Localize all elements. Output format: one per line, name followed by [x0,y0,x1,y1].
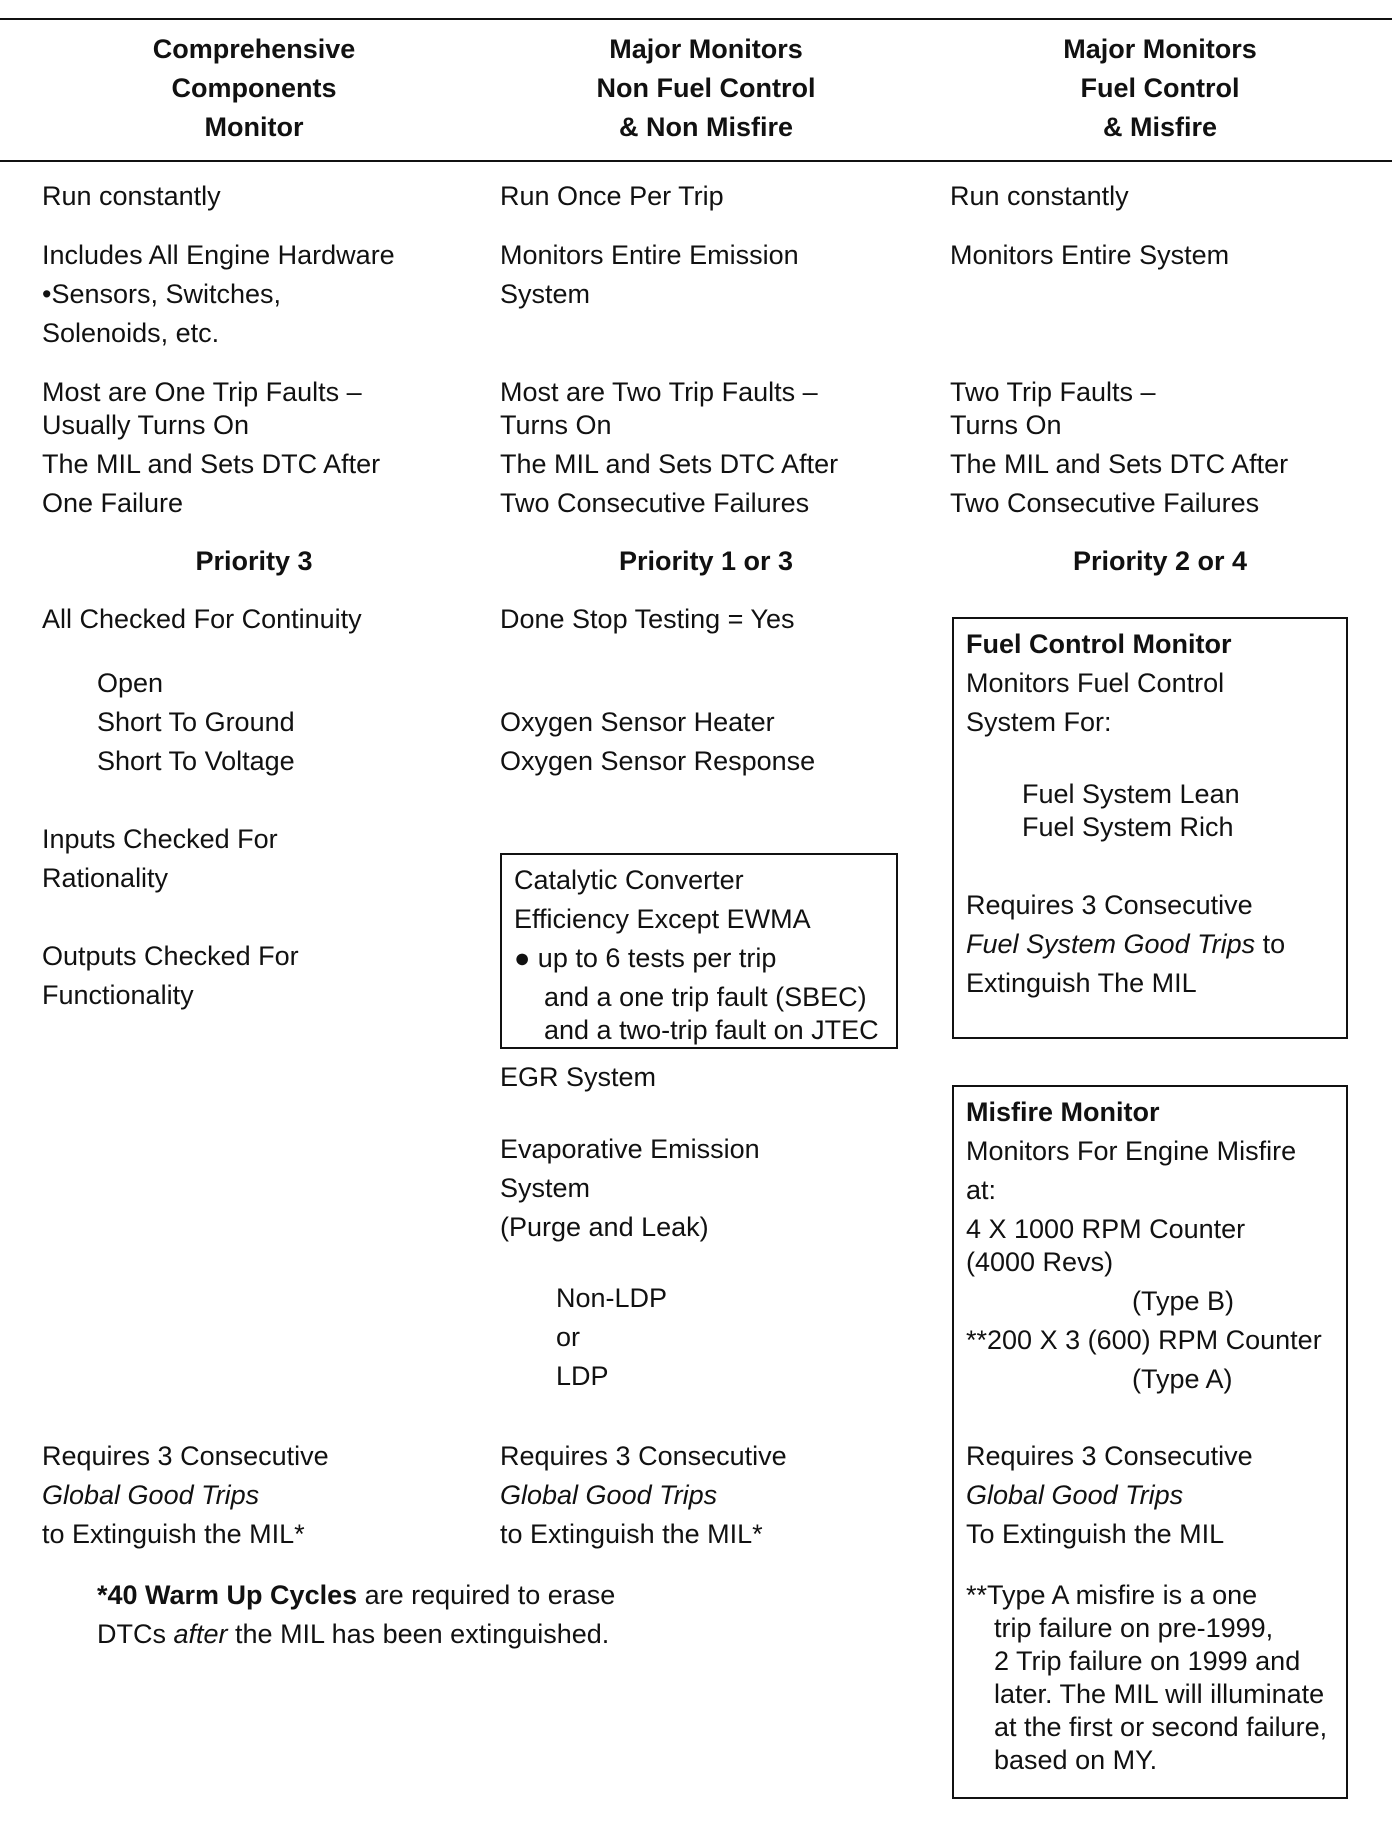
fuel-box-requires: Requires 3 Consecutive [966,890,1253,920]
col2-evap-2: System [500,1173,591,1203]
catalyst-box [500,853,898,1049]
misfire-note-6: based on MY. [994,1745,1158,1775]
misfire-box-line1: Monitors For Engine Misfire [966,1136,1297,1166]
fuel-box-to: to [1262,929,1286,959]
header-col3-line3: & Misfire [1102,112,1218,142]
footnote-line2 [97,1615,609,1654]
top-rule [0,18,1392,20]
col1-extinguish: to Extinguish the MIL* [42,1519,305,1549]
fuel-box-good-trips-line [966,925,1285,964]
col1-priority: Priority 3 [195,546,313,576]
col2-faults-3: The MIL and Sets DTC After [500,449,839,479]
col2-monitors-2: System [500,279,591,309]
footnote-line2-a: DTCs [97,1619,174,1649]
col1-faults-3: The MIL and Sets DTC After [42,449,381,479]
col1-includes-2: •Sensors, Switches, [42,279,282,309]
misfire-box-title: Misfire Monitor [966,1097,1160,1127]
header-rule [0,160,1392,162]
header-col1-line1: Comprehensive [152,34,356,64]
header-col3-line2: Fuel Control [1080,73,1240,103]
footnote-line1 [97,1576,615,1615]
col2-faults-2: Turns On [500,410,612,440]
col1-check-ground: Short To Ground [97,707,295,737]
col2-requires: Requires 3 Consecutive [500,1441,787,1471]
misfire-box-extinguish: To Extinguish the MIL [966,1519,1225,1549]
col3-priority: Priority 2 or 4 [1072,546,1248,576]
col1-outputs-1: Outputs Checked For [42,941,299,971]
col3-faults-2: Turns On [950,410,1062,440]
col2-ldp-2: or [556,1322,581,1352]
col2-good-trips: Global Good Trips [500,1480,718,1510]
misfire-box-line4: (4000 Revs) [966,1247,1114,1277]
header-col3 [940,30,1380,147]
col1-inputs-2: Rationality [42,863,169,893]
col1-outputs-2: Functionality [42,980,194,1010]
col1-good-trips: Global Good Trips [42,1480,260,1510]
col3-monitors: Monitors Entire System [950,240,1230,270]
catalyst-line5: and a two-trip fault on JTEC [544,1015,879,1045]
fuel-control-box [952,617,1348,1039]
header-col1-line3: Monitor [204,112,304,142]
col1-run: Run constantly [42,181,221,211]
misfire-box-line2: at: [966,1175,997,1205]
col2-done: Done Stop Testing = Yes [500,604,795,634]
misfire-box-requires: Requires 3 Consecutive [966,1441,1253,1471]
col1-faults-2: Usually Turns On [42,410,250,440]
col3-faults-4: Two Consecutive Failures [950,488,1260,518]
header-col1-line2: Components [171,73,337,103]
col2-evap-3: (Purge and Leak) [500,1212,709,1242]
fuel-box-extinguish: Extinguish The MIL [966,968,1197,998]
col2-o2-heater: Oxygen Sensor Heater [500,707,775,737]
fuel-box-line2: System For: [966,707,1112,737]
col1-requires: Requires 3 Consecutive [42,1441,329,1471]
col1-includes-1: Includes All Engine Hardware [42,240,395,270]
fuel-box-good-trips: Fuel System Good Trips [966,929,1256,959]
col2-extinguish: to Extinguish the MIL* [500,1519,763,1549]
fuel-box-lean: Fuel System Lean [1022,779,1240,809]
misfire-box-line5: (Type B) [1132,1286,1235,1316]
col1-faults-4: One Failure [42,488,184,518]
misfire-box-line7: (Type A) [1132,1364,1233,1394]
misfire-box-line3: 4 X 1000 RPM Counter [966,1214,1246,1244]
col1-continuity: All Checked For Continuity [42,604,362,634]
col3-faults-3: The MIL and Sets DTC After [950,449,1289,479]
misfire-note-3: 2 Trip failure on 1999 and [994,1646,1301,1676]
col1-check-open: Open [97,668,164,698]
footnote-bold: *40 Warm Up Cycles [97,1580,358,1610]
col3-run: Run constantly [950,181,1129,211]
misfire-note-1: **Type A misfire is a one [966,1580,1258,1610]
misfire-box-good-trips: Global Good Trips [966,1480,1184,1510]
header-col2-line3: & Non Misfire [618,112,793,142]
misfire-note-2: trip failure on pre-1999, [994,1613,1274,1643]
header-col1 [34,30,474,147]
col3-faults-1: Two Trip Faults – [950,377,1156,407]
col1-check-voltage: Short To Voltage [97,746,295,776]
header-col2 [486,30,926,147]
fuel-box-title: Fuel Control Monitor [966,629,1232,659]
footnote-line2-italic: after [173,1619,228,1649]
col1-includes-3: Solenoids, etc. [42,318,220,348]
fuel-box-line1: Monitors Fuel Control [966,668,1225,698]
catalyst-line1: Catalytic Converter [514,865,744,895]
col2-faults-4: Two Consecutive Failures [500,488,810,518]
col2-priority: Priority 1 or 3 [618,546,794,576]
catalyst-line3: ● up to 6 tests per trip [514,943,777,973]
col2-ldp-1: Non-LDP [556,1283,668,1313]
footnote-rest1: are required to erase [357,1580,616,1610]
fuel-box-rich: Fuel System Rich [1022,812,1234,842]
header-col2-line1: Major Monitors [609,34,803,64]
col2-evap-1: Evaporative Emission [500,1134,760,1164]
misfire-note-4: later. The MIL will illuminate [994,1679,1325,1709]
catalyst-line2: Efficiency Except EWMA [514,904,811,934]
misfire-box-line6: **200 X 3 (600) RPM Counter [966,1325,1322,1355]
catalyst-line4: and a one trip fault (SBEC) [544,982,867,1012]
col2-ldp-3: LDP [556,1361,609,1391]
col2-egr: EGR System [500,1062,657,1092]
misfire-note-5: at the first or second failure, [994,1712,1328,1742]
col2-monitors-1: Monitors Entire Emission [500,240,799,270]
col2-run: Run Once Per Trip [500,181,724,211]
col2-o2-response: Oxygen Sensor Response [500,746,816,776]
footnote-line2-b: the MIL has been extinguished. [227,1619,610,1649]
col2-faults-1: Most are Two Trip Faults – [500,377,818,407]
header-col3-line1: Major Monitors [1063,34,1257,64]
misfire-monitor-box [952,1085,1348,1799]
col1-inputs-1: Inputs Checked For [42,824,278,854]
header-col2-line2: Non Fuel Control [596,73,816,103]
col1-faults-1: Most are One Trip Faults – [42,377,362,407]
